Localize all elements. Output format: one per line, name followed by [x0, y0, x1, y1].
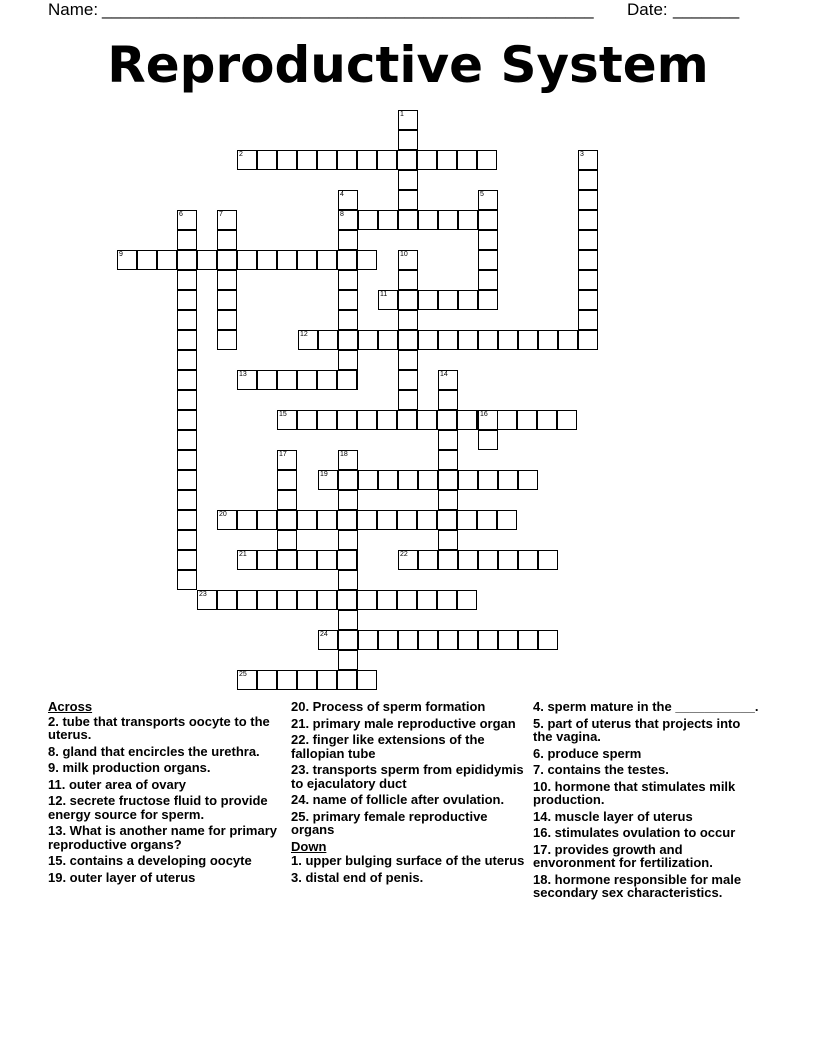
grid-cell[interactable]: [377, 510, 397, 530]
grid-cell[interactable]: [458, 330, 478, 350]
grid-cell[interactable]: [217, 310, 237, 330]
clue: 3. distal end of penis.: [291, 869, 424, 885]
clues-column-3: [533, 700, 763, 903]
grid-cell[interactable]: [438, 550, 458, 570]
grid-cell[interactable]: [478, 550, 498, 570]
grid-cell[interactable]: [398, 330, 418, 350]
clue: 23. transports sperm from epididymis to ejaculatory duct: [291, 762, 524, 791]
grid-cell[interactable]: [478, 250, 498, 270]
grid-cell[interactable]: [338, 470, 358, 490]
grid-cell[interactable]: [478, 290, 498, 310]
grid-cell[interactable]: [478, 630, 498, 650]
grid-cell[interactable]: [177, 350, 197, 370]
grid-cell[interactable]: [358, 470, 378, 490]
clue: 17. provides growth and envoronment for fertilization.: [533, 841, 713, 870]
grid-cell[interactable]: [578, 170, 598, 190]
grid-cell[interactable]: [277, 450, 297, 470]
grid-cell[interactable]: [357, 150, 377, 170]
grid-cell[interactable]: [578, 210, 598, 230]
grid-cell[interactable]: [338, 210, 358, 230]
grid-cell[interactable]: [458, 630, 478, 650]
grid-cell[interactable]: [398, 250, 418, 270]
clue: 12. secrete fructose fluid to provide energy source for sperm.: [48, 793, 268, 822]
page-title: Reproductive System: [107, 36, 709, 94]
grid-cell[interactable]: [317, 670, 337, 690]
grid-cell[interactable]: [437, 590, 457, 610]
grid-cell[interactable]: [277, 670, 297, 690]
grid-cell[interactable]: [518, 470, 538, 490]
grid-cell[interactable]: [338, 630, 358, 650]
grid-cell[interactable]: [418, 290, 438, 310]
clue-number: 12: [300, 331, 308, 338]
grid-cell[interactable]: [437, 510, 457, 530]
grid-cell[interactable]: [578, 290, 598, 310]
grid-cell[interactable]: [338, 570, 358, 590]
grid-cell[interactable]: [317, 410, 337, 430]
across-clue-list-continued: [291, 700, 527, 837]
clue-number: 1: [400, 111, 404, 118]
grid-cell[interactable]: [177, 570, 197, 590]
grid-cell[interactable]: [437, 410, 457, 430]
clue-number: 7: [219, 211, 223, 218]
grid-cell[interactable]: [357, 410, 377, 430]
grid-cell[interactable]: [177, 410, 197, 430]
grid-cell[interactable]: [418, 630, 438, 650]
grid-cell[interactable]: [277, 150, 297, 170]
clue-number: 19: [320, 471, 328, 478]
clue: 6. produce sperm: [533, 745, 642, 761]
grid-cell[interactable]: [177, 290, 197, 310]
grid-cell[interactable]: [438, 210, 458, 230]
grid-cell[interactable]: [257, 250, 277, 270]
clue-number: 10: [400, 251, 408, 258]
grid-cell[interactable]: [237, 370, 257, 390]
grid-cell[interactable]: [337, 150, 357, 170]
grid-cell[interactable]: [337, 670, 357, 690]
grid-cell[interactable]: [398, 370, 418, 390]
grid-cell[interactable]: [477, 150, 497, 170]
grid-cell[interactable]: [277, 590, 297, 610]
grid-cell[interactable]: [398, 290, 418, 310]
grid-cell[interactable]: [478, 430, 498, 450]
grid-cell[interactable]: [277, 410, 297, 430]
grid-cell[interactable]: [578, 270, 598, 290]
grid-cell[interactable]: [237, 250, 257, 270]
across-clue-list: [48, 715, 283, 885]
grid-cell[interactable]: [277, 490, 297, 510]
grid-cell[interactable]: [377, 590, 397, 610]
grid-cell[interactable]: [297, 590, 317, 610]
grid-cell[interactable]: [398, 130, 418, 150]
date-label: Date:: [627, 0, 668, 19]
grid-cell[interactable]: [438, 530, 458, 550]
grid-cell[interactable]: [417, 510, 437, 530]
grid-cell[interactable]: [518, 630, 538, 650]
grid-cell[interactable]: [177, 490, 197, 510]
grid-cell[interactable]: [378, 470, 398, 490]
grid-cell[interactable]: [177, 270, 197, 290]
grid-cell[interactable]: [478, 230, 498, 250]
grid-cell[interactable]: [317, 250, 337, 270]
grid-cell[interactable]: [338, 230, 358, 250]
grid-cell[interactable]: [418, 550, 438, 570]
grid-cell[interactable]: [538, 330, 558, 350]
grid-cell[interactable]: [217, 210, 237, 230]
grid-cell[interactable]: [478, 410, 498, 430]
grid-cell[interactable]: [417, 590, 437, 610]
clue-number: 22: [400, 551, 408, 558]
clue: 18. hormone responsible for male secondary sex characteristics.: [533, 871, 742, 900]
grid-cell[interactable]: [438, 390, 458, 410]
grid-cell[interactable]: [338, 650, 358, 670]
grid-cell[interactable]: [397, 510, 417, 530]
grid-cell[interactable]: [457, 150, 477, 170]
grid-cell[interactable]: [297, 410, 317, 430]
clue-number: 9: [119, 251, 123, 258]
grid-cell[interactable]: [177, 370, 197, 390]
grid-cell[interactable]: [177, 470, 197, 490]
grid-cell[interactable]: [297, 550, 317, 570]
clue: 20. Process of sperm formation: [291, 699, 486, 714]
clue: 1. upper bulging surface of the uterus: [291, 853, 525, 868]
clue: 9. milk production organs.: [48, 760, 211, 775]
grid-cell[interactable]: [418, 470, 438, 490]
grid-cell[interactable]: [277, 510, 297, 530]
grid-cell[interactable]: [237, 150, 257, 170]
grid-cell[interactable]: [237, 670, 257, 690]
grid-cell[interactable]: [237, 550, 257, 570]
clue: 14. muscle layer of uterus: [533, 808, 693, 824]
grid-cell[interactable]: [177, 390, 197, 410]
grid-cell[interactable]: [177, 550, 197, 570]
grid-cell[interactable]: [358, 630, 378, 650]
grid-cell[interactable]: [338, 290, 358, 310]
grid-cell[interactable]: [277, 470, 297, 490]
clue-number: 18: [340, 451, 348, 458]
grid-cell[interactable]: [317, 150, 337, 170]
clue-number: 23: [199, 591, 207, 598]
grid-cell[interactable]: [378, 630, 398, 650]
grid-cell[interactable]: [357, 590, 377, 610]
grid-cell[interactable]: [358, 330, 378, 350]
grid-cell[interactable]: [257, 670, 277, 690]
grid-cell[interactable]: [357, 510, 377, 530]
grid-cell[interactable]: [438, 370, 458, 390]
grid-cell[interactable]: [578, 250, 598, 270]
grid-cell[interactable]: [177, 430, 197, 450]
clue: 11. outer area of ovary: [48, 776, 187, 792]
grid-cell[interactable]: [438, 630, 458, 650]
grid-cell[interactable]: [177, 250, 197, 270]
grid-cell[interactable]: [477, 510, 497, 530]
grid-cell[interactable]: [518, 330, 538, 350]
clue-number: 25: [239, 671, 247, 678]
grid-cell[interactable]: [137, 250, 157, 270]
clue-number: 5: [480, 191, 484, 198]
grid-cell[interactable]: [538, 630, 558, 650]
grid-cell[interactable]: [197, 590, 217, 610]
grid-cell[interactable]: [417, 410, 437, 430]
clue-number: 4: [340, 191, 344, 198]
grid-cell[interactable]: [177, 310, 197, 330]
grid-cell[interactable]: [398, 630, 418, 650]
grid-cell[interactable]: [318, 630, 338, 650]
clue: 7. contains the testes.: [533, 762, 669, 777]
grid-cell[interactable]: [117, 250, 137, 270]
grid-cell[interactable]: [457, 510, 477, 530]
grid-cell[interactable]: [338, 610, 358, 630]
grid-cell[interactable]: [337, 510, 357, 530]
grid-cell[interactable]: [197, 250, 217, 270]
grid-cell[interactable]: [217, 270, 237, 290]
grid-cell[interactable]: [277, 530, 297, 550]
grid-cell[interactable]: [257, 150, 277, 170]
grid-cell[interactable]: [297, 370, 317, 390]
clue-number: 14: [440, 371, 448, 378]
down-clue-list-continued: [533, 700, 763, 900]
grid-cell[interactable]: [478, 210, 498, 230]
grid-cell[interactable]: [297, 250, 317, 270]
grid-cell[interactable]: [337, 410, 357, 430]
grid-cell[interactable]: [177, 510, 197, 530]
grid-cell[interactable]: [578, 310, 598, 330]
clue: 16. stimulates ovulation to occur: [533, 825, 736, 840]
grid-cell[interactable]: [457, 410, 477, 430]
grid-cell[interactable]: [398, 310, 418, 330]
grid-cell[interactable]: [338, 330, 358, 350]
grid-cell[interactable]: [498, 330, 518, 350]
grid-cell[interactable]: [438, 330, 458, 350]
grid-cell[interactable]: [538, 550, 558, 570]
grid-cell[interactable]: [517, 410, 537, 430]
grid-cell[interactable]: [377, 410, 397, 430]
grid-cell[interactable]: [497, 410, 517, 430]
clue-number: 6: [179, 211, 183, 218]
grid-cell[interactable]: [398, 350, 418, 370]
down-heading: Down: [291, 838, 327, 854]
grid-cell[interactable]: [297, 670, 317, 690]
clue-number: 21: [239, 551, 247, 558]
clue: 13. What is another name for primary reproductive organs?: [48, 823, 278, 852]
grid-cell[interactable]: [498, 630, 518, 650]
grid-cell[interactable]: [357, 670, 377, 690]
clue: 15. contains a developing oocyte: [48, 853, 252, 868]
grid-cell[interactable]: [578, 150, 598, 170]
clue-number: 15: [279, 411, 287, 418]
grid-cell[interactable]: [578, 330, 598, 350]
grid-cell[interactable]: [458, 290, 478, 310]
grid-cell[interactable]: [177, 210, 197, 230]
grid-cell[interactable]: [398, 170, 418, 190]
grid-cell[interactable]: [277, 250, 297, 270]
clues-column-1: [48, 700, 283, 887]
grid-cell[interactable]: [458, 550, 478, 570]
grid-cell[interactable]: [297, 510, 317, 530]
grid-cell[interactable]: [398, 390, 418, 410]
grid-cell[interactable]: [337, 550, 357, 570]
grid-cell[interactable]: [317, 550, 337, 570]
grid-cell[interactable]: [237, 590, 257, 610]
name-label: Name:: [48, 0, 99, 19]
grid-cell[interactable]: [177, 450, 197, 470]
grid-cell[interactable]: [478, 330, 498, 350]
grid-cell[interactable]: [217, 250, 237, 270]
grid-cell[interactable]: [338, 310, 358, 330]
grid-cell[interactable]: [357, 250, 377, 270]
grid-cell[interactable]: [578, 190, 598, 210]
clues-column-2: [291, 700, 527, 887]
grid-cell[interactable]: [257, 510, 277, 530]
grid-cell[interactable]: [438, 430, 458, 450]
clue-number: 13: [239, 371, 247, 378]
grid-cell[interactable]: [418, 210, 438, 230]
clue: 24. name of follicle after ovulation.: [291, 792, 505, 807]
grid-cell[interactable]: [397, 410, 417, 430]
grid-cell[interactable]: [338, 190, 358, 210]
grid-cell[interactable]: [318, 470, 338, 490]
grid-cell[interactable]: [377, 150, 397, 170]
grid-cell[interactable]: [438, 450, 458, 470]
grid-cell[interactable]: [358, 210, 378, 230]
grid-cell[interactable]: [537, 410, 557, 430]
clue: 4. sperm mature in the ___________.: [533, 699, 759, 714]
clue-number: 17: [279, 451, 287, 458]
grid-cell[interactable]: [257, 550, 277, 570]
clue: 19. outer layer of uterus: [48, 869, 196, 885]
date-field[interactable]: _______: [673, 0, 740, 19]
clue-number: 16: [480, 411, 488, 418]
grid-cell[interactable]: [478, 270, 498, 290]
clue-number: 3: [580, 151, 584, 158]
grid-cell[interactable]: [317, 590, 337, 610]
grid-cell[interactable]: [298, 330, 318, 350]
grid-cell[interactable]: [257, 590, 277, 610]
grid-cell[interactable]: [398, 270, 418, 290]
grid-cell[interactable]: [297, 150, 317, 170]
grid-cell[interactable]: [497, 510, 517, 530]
grid-cell[interactable]: [217, 510, 237, 530]
clue: 22. finger like extensions of the fallopian tube: [291, 732, 485, 761]
grid-cell[interactable]: [337, 370, 357, 390]
grid-cell[interactable]: [338, 350, 358, 370]
grid-cell[interactable]: [438, 470, 458, 490]
grid-cell[interactable]: [177, 330, 197, 350]
grid-cell[interactable]: [518, 550, 538, 570]
down-clue-list: [291, 854, 527, 884]
clue-number: 8: [340, 211, 344, 218]
grid-cell[interactable]: [157, 250, 177, 270]
grid-cell[interactable]: [398, 110, 418, 130]
grid-cell[interactable]: [498, 470, 518, 490]
grid-cell[interactable]: [318, 330, 338, 350]
grid-cell[interactable]: [257, 370, 277, 390]
grid-cell[interactable]: [398, 550, 418, 570]
grid-cell[interactable]: [437, 150, 457, 170]
clue-number: 11: [380, 291, 388, 298]
grid-cell[interactable]: [177, 230, 197, 250]
grid-cell[interactable]: [237, 510, 257, 530]
grid-cell[interactable]: [317, 510, 337, 530]
clue-number: 2: [239, 151, 243, 158]
clue: 21. primary male reproductive organ: [291, 715, 516, 731]
grid-cell[interactable]: [438, 490, 458, 510]
grid-cell[interactable]: [177, 530, 197, 550]
clue-number: 20: [219, 511, 227, 518]
name-field[interactable]: ____________________________________________________: [102, 0, 594, 19]
grid-cell[interactable]: [397, 590, 417, 610]
grid-cell[interactable]: [217, 590, 237, 610]
grid-cell[interactable]: [337, 590, 357, 610]
grid-cell[interactable]: [398, 210, 418, 230]
grid-cell[interactable]: [558, 330, 578, 350]
grid-cell[interactable]: [397, 150, 417, 170]
grid-cell[interactable]: [378, 210, 398, 230]
grid-cell[interactable]: [338, 490, 358, 510]
grid-cell[interactable]: [337, 250, 357, 270]
clue: 5. part of uterus that projects into the vagina.: [533, 715, 741, 744]
grid-cell[interactable]: [438, 290, 458, 310]
grid-cell[interactable]: [398, 190, 418, 210]
grid-cell[interactable]: [338, 530, 358, 550]
across-heading: Across: [48, 699, 93, 714]
grid-cell[interactable]: [417, 150, 437, 170]
clue-number: 24: [320, 631, 328, 638]
grid-cell[interactable]: [398, 470, 418, 490]
clue: 25. primary female reproductive organs: [291, 808, 488, 837]
grid-cell[interactable]: [277, 370, 297, 390]
grid-cell[interactable]: [557, 410, 577, 430]
clue: 10. hormone that stimulates milk production.: [533, 778, 736, 807]
grid-cell[interactable]: [277, 550, 297, 570]
grid-cell[interactable]: [578, 230, 598, 250]
grid-cell[interactable]: [217, 290, 237, 310]
grid-cell[interactable]: [458, 210, 478, 230]
grid-cell[interactable]: [478, 470, 498, 490]
grid-cell[interactable]: [457, 590, 477, 610]
grid-cell[interactable]: [378, 290, 398, 310]
grid-cell[interactable]: [458, 470, 478, 490]
clue: 8. gland that encircles the urethra.: [48, 743, 260, 759]
grid-cell[interactable]: [338, 270, 358, 290]
grid-cell[interactable]: [478, 190, 498, 210]
clue: 2. tube that transports oocyte to the uterus.: [48, 713, 270, 742]
grid-cell[interactable]: [217, 230, 237, 250]
grid-cell[interactable]: [378, 330, 398, 350]
grid-cell[interactable]: [317, 370, 337, 390]
grid-cell[interactable]: [217, 330, 237, 350]
grid-cell[interactable]: [498, 550, 518, 570]
grid-cell[interactable]: [418, 330, 438, 350]
grid-cell[interactable]: [338, 450, 358, 470]
